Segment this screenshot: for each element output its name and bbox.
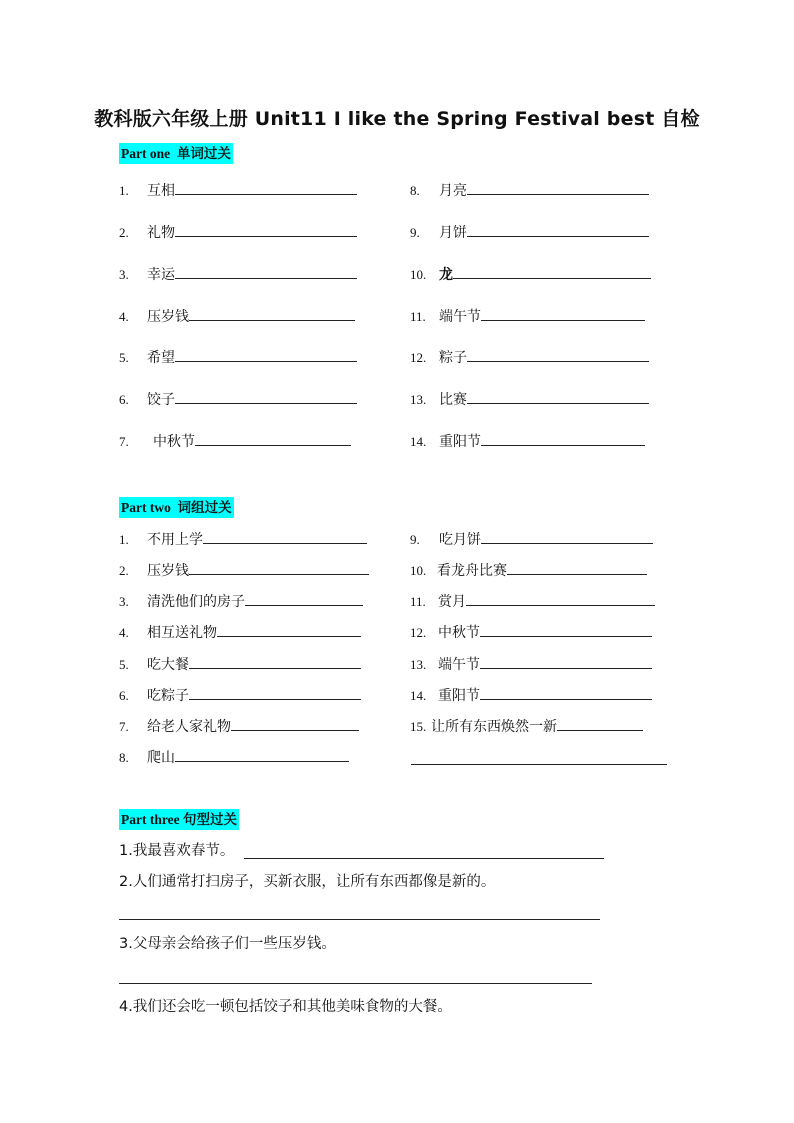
vocab-item: 9. 月饼 xyxy=(410,222,649,242)
phrase-item: 10. 看龙舟比赛 xyxy=(410,560,647,580)
phrase-item: 14. 重阳节 xyxy=(410,685,652,705)
answer-blank[interactable] xyxy=(466,591,655,606)
answer-blank[interactable] xyxy=(189,306,355,321)
answer-blank[interactable] xyxy=(481,529,653,544)
vocab-item: 8. 月亮 xyxy=(410,180,649,200)
worksheet-title: 教科版六年级上册 Unit11 I like the Spring Festival best 自检 xyxy=(94,108,700,130)
vocab-item: 2. 礼物 xyxy=(119,222,357,242)
vocab-item: 7. 中秋节 xyxy=(119,431,351,451)
sentence-item: 2.人们通常打扫房子，买新衣服，让所有东西都像是新的。 xyxy=(119,874,496,890)
part-three-header xyxy=(119,809,239,830)
answer-blank[interactable] xyxy=(175,264,357,279)
answer-blank[interactable] xyxy=(175,347,357,362)
sentence-item: 1.我最喜欢春节。 xyxy=(119,843,235,859)
part-two-header xyxy=(119,497,234,518)
answer-blank[interactable] xyxy=(203,529,367,544)
part-three-label-zh: 句型过关 xyxy=(182,812,237,828)
phrase-item: 8. 爬山 xyxy=(119,747,349,767)
sentence-item: 4.我们还会吃一顿包括饺子和其他美味食物的大餐。 xyxy=(119,999,452,1015)
phrase-item: 9. 吃月饼 xyxy=(410,529,653,549)
answer-blank[interactable] xyxy=(217,622,361,637)
vocab-item: 6. 饺子 xyxy=(119,389,357,409)
phrase-item: 13. 端午节 xyxy=(410,654,652,674)
answer-blank[interactable] xyxy=(175,222,357,237)
answer-blank[interactable] xyxy=(480,622,652,637)
answer-blank[interactable] xyxy=(245,591,363,606)
answer-blank[interactable] xyxy=(411,764,667,765)
answer-blank[interactable] xyxy=(119,919,600,920)
phrase-item: 3. 清洗他们的房子 xyxy=(119,591,363,611)
answer-blank[interactable] xyxy=(507,560,647,575)
vocab-item: 12. 粽子 xyxy=(410,347,649,367)
answer-blank[interactable] xyxy=(467,347,649,362)
phrase-item: 15. 让所有东西焕然一新 xyxy=(410,716,643,736)
answer-blank[interactable] xyxy=(244,858,604,859)
phrase-item: 1. 不用上学 xyxy=(119,529,367,549)
answer-blank[interactable] xyxy=(480,654,652,669)
phrase-item: 2. 压岁钱 xyxy=(119,560,369,580)
phrase-item: 6. 吃粽子 xyxy=(119,685,361,705)
part-one-header xyxy=(119,143,233,164)
answer-blank[interactable] xyxy=(481,306,645,321)
answer-blank[interactable] xyxy=(231,716,359,731)
answer-blank[interactable] xyxy=(119,983,592,984)
answer-blank[interactable] xyxy=(453,264,651,279)
part-three-label-en: Part three xyxy=(121,812,180,827)
answer-blank[interactable] xyxy=(480,685,652,700)
answer-blank[interactable] xyxy=(175,180,357,195)
phrase-item: 5. 吃大餐 xyxy=(119,654,361,674)
answer-blank[interactable] xyxy=(175,747,349,762)
vocab-item: 13. 比赛 xyxy=(410,389,649,409)
answer-blank[interactable] xyxy=(175,389,357,404)
vocab-item: 3. 幸运 xyxy=(119,264,357,284)
answer-blank[interactable] xyxy=(557,716,643,731)
answer-blank[interactable] xyxy=(467,389,649,404)
sentence-item: 3.父母亲会给孩子们一些压岁钱。 xyxy=(119,936,336,952)
vocab-item: 5. 希望 xyxy=(119,347,357,367)
part-two-label-zh: 词组过关 xyxy=(177,500,232,516)
phrase-item: 4. 相互送礼物 xyxy=(119,622,361,642)
part-two-label-en: Part two xyxy=(121,500,171,515)
answer-blank[interactable] xyxy=(467,222,649,237)
answer-blank[interactable] xyxy=(467,180,649,195)
vocab-item: 14. 重阳节 xyxy=(410,431,645,451)
phrase-item: 11. 赏月 xyxy=(410,591,655,611)
phrase-item: 7. 给老人家礼物 xyxy=(119,716,359,736)
answer-blank[interactable] xyxy=(189,560,369,575)
part-one-label-en: Part one xyxy=(121,146,171,161)
answer-blank[interactable] xyxy=(481,431,645,446)
answer-blank[interactable] xyxy=(189,685,361,700)
vocab-item: 11. 端午节 xyxy=(410,306,645,326)
vocab-item: 4. 压岁钱 xyxy=(119,306,355,326)
vocab-item: 10. 龙 xyxy=(410,264,651,284)
part-one-label-zh: 单词过关 xyxy=(176,146,231,162)
answer-blank[interactable] xyxy=(189,654,361,669)
vocab-item: 1. 互相 xyxy=(119,180,357,200)
answer-blank[interactable] xyxy=(195,431,351,446)
phrase-item: 12. 中秋节 xyxy=(410,622,652,642)
